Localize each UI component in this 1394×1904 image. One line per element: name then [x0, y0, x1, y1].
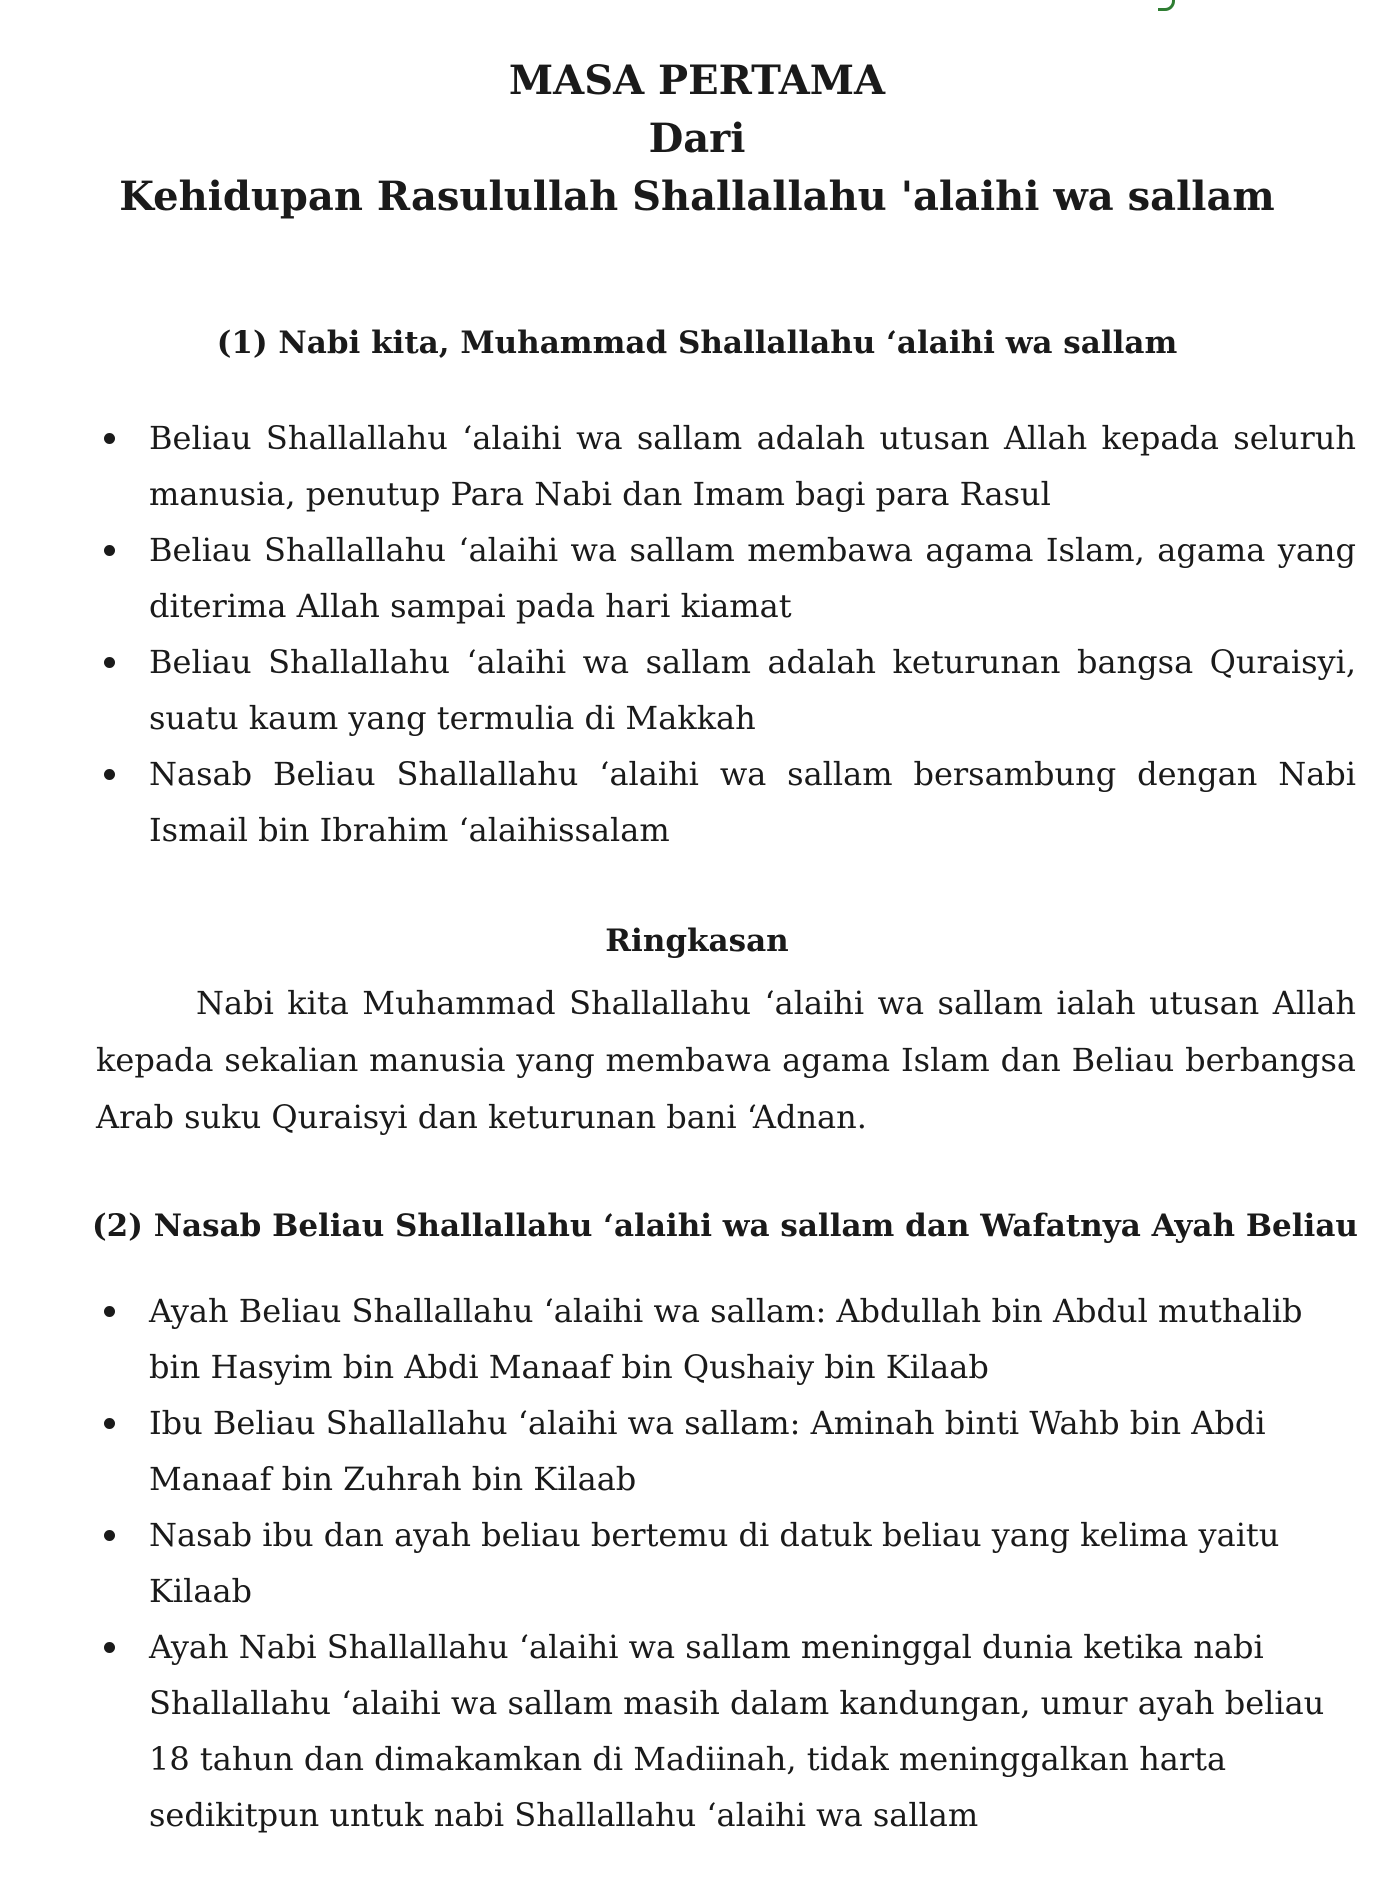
- list-item: Ayah Nabi Shallallahu ‘alaihi wa sallam meninggal dunia ketika nabi Shallallahu ‘alaihi wa sallam masih dalam kandungan, umur ayah beliau 18 tahun dan dimakamkan di Madiinah, tidak meninggalkan harta sedikitpun untuk nabi Shallallahu ‘alaihi wa sallam: [92, 1619, 1356, 1843]
- title-line-2: Dari: [648, 115, 746, 162]
- list-item: Nasab Beliau Shallallahu ‘alaihi wa sallam bersambung dengan Nabi Ismail bin Ibrahim ‘alaihissalam: [92, 746, 1356, 858]
- section-1-list: [92, 410, 1356, 858]
- list-item: Ayah Beliau Shallallahu ‘alaihi wa sallam: Abdullah bin Abdul muthalib bin Hasyim bin Abdi Manaaf bin Qushaiy bin Kilaab: [92, 1283, 1356, 1395]
- section-2-list: [92, 1283, 1356, 1843]
- title-line-1: MASA PERTAMA: [508, 57, 886, 104]
- page-title: [80, 52, 1314, 226]
- list-item: Ibu Beliau Shallallahu ‘alaihi wa sallam: Aminah binti Wahb bin Abdi Manaaf bin Zuhrah bin Kilaab: [92, 1395, 1356, 1507]
- list-item: Beliau Shallallahu ‘alaihi wa sallam adalah keturunan bangsa Quraisyi, suatu kaum yang termulia di Makkah: [92, 634, 1356, 746]
- section-2-heading: (2) Nasab Beliau Shallallahu ‘alaihi wa sallam dan Wafatnya Ayah Beliau: [92, 1208, 1358, 1244]
- title-line-3: Kehidupan Rasulullah Shallallahu 'alaihi wa sallam: [119, 173, 1275, 220]
- list-item: Nasab ibu dan ayah beliau bertemu di datuk beliau yang kelima yaitu Kilaab: [92, 1507, 1356, 1619]
- summary-heading: Ringkasan: [605, 923, 789, 959]
- summary-paragraph: Nabi kita Muhammad Shallallahu ‘alaihi wa sallam ialah utusan Allah kepada sekalian manusia yang membawa agama Islam dan Beliau berbangsa Arab suku Quraisyi dan keturunan bani ‘Adnan.: [96, 984, 1356, 1136]
- section-1-heading: (1) Nabi kita, Muhammad Shallallahu ‘alaihi wa sallam: [216, 325, 1178, 361]
- list-item: Beliau Shallallahu ‘alaihi wa sallam membawa agama Islam, agama yang diterima Allah sampai pada hari kiamat: [92, 522, 1356, 634]
- corner-decoration: [1158, 0, 1175, 11]
- list-item: Beliau Shallallahu ‘alaihi wa sallam adalah utusan Allah kepada seluruh manusia, penutup Para Nabi dan Imam bagi para Rasul: [92, 410, 1356, 522]
